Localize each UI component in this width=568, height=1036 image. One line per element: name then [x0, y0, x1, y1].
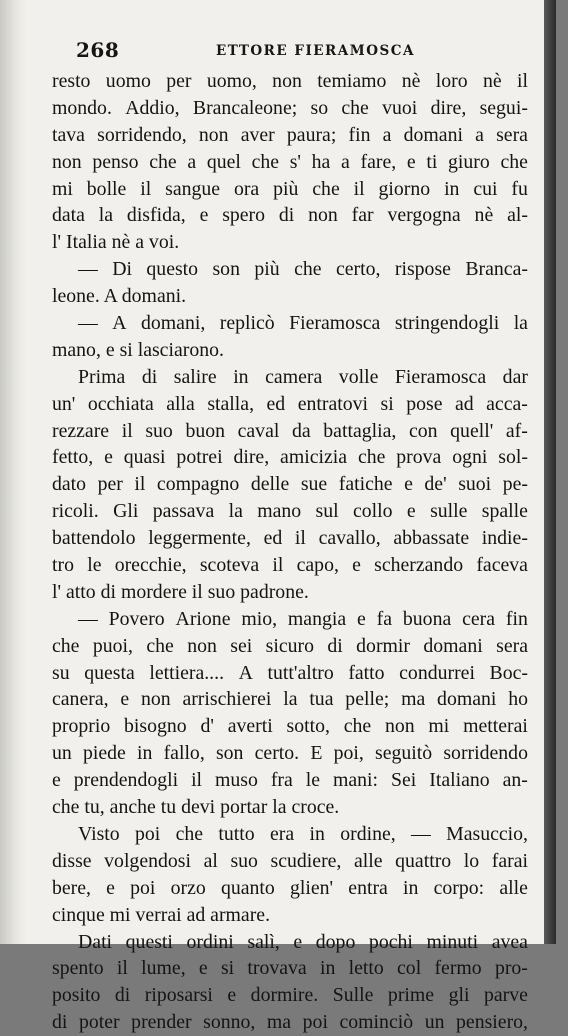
text-line: rezzare il suo buon caval da battaglia, con quell' af- — [52, 419, 528, 442]
running-head: ETTORE FIERAMOSCA — [216, 43, 415, 59]
text-line: — Di questo son più che certo, rispose Branca- — [78, 258, 528, 281]
text-line: un' occhiata alla stalla, ed entratovi si pose ad acca- — [52, 392, 528, 415]
text-line: leone. A domani. — [52, 285, 187, 308]
text-line: proprio bisogno d' averti sotto, che non mi metterai — [52, 715, 528, 738]
text-line: canera, e non arrischierei la tua pelle; ma domani ho — [52, 688, 528, 711]
text-line: di poter prender sonno, ma poi cominciò un pensiero, — [52, 1011, 528, 1034]
text-line: posito di riposarsi e dormire. Sulle prime gli parve — [52, 984, 528, 1007]
text-line: bere, e poi orzo quanto glien' entra in corpo: alle — [52, 876, 528, 899]
text-line: mondo. Addio, Brancaleone; so che vuoi dire, segui- — [52, 96, 528, 119]
text-line: Visto poi che tutto era in ordine, — Masuccio, — [78, 822, 528, 845]
text-line: che tu, anche tu devi portar la croce. — [52, 796, 340, 819]
text-line: non penso che a quel che s' ha a fare, e ti giuro che — [52, 150, 528, 173]
text-line: spento il lume, e si trovava in letto col fermo pro- — [52, 957, 528, 980]
text-line: tro le orecchie, scoteva il capo, e scherzando faceva — [52, 554, 528, 577]
text-line: battendolo leggermente, ed il cavallo, abbassate indie- — [52, 527, 528, 550]
text-line: e prendendogli il muso fra le mani: Sei Italiano an- — [52, 769, 528, 792]
text-line: disse volgendosi al suo scudiere, alle quattro lo farai — [52, 849, 528, 872]
text-line: fetto, e quasi potrei dire, amicizia che prova ogni sol- — [52, 446, 528, 469]
text-line: resto uomo per uomo, non temiamo nè loro nè il — [52, 70, 528, 92]
text-line: l' Italia nè a voi. — [52, 231, 180, 254]
text-line: ricoli. Gli passava la mano sul collo e sulle spalle — [52, 500, 528, 523]
text-line: data la disfida, e spero di non far vergogna nè al- — [52, 204, 528, 227]
text-line: mano, e si lasciarono. — [52, 338, 224, 361]
body-text — [52, 68, 528, 1036]
text-line: dato per il compagno delle sue fatiche e de' suoi pe- — [52, 473, 528, 496]
text-line: — A domani, replicò Fieramosca stringendogli la — [78, 312, 528, 335]
text-line: Dati questi ordini salì, e dopo pochi minuti avea — [78, 930, 528, 953]
text-line: Prima di salire in camera volle Fieramosca dar — [78, 365, 528, 388]
page-edge — [544, 0, 556, 944]
text-line: su questa lettiera.... A tutt'altro fatto condurrei Boc- — [52, 661, 528, 684]
page-number: 268 — [76, 38, 120, 62]
text-line: che puoi, che non sei sicuro di dormir domani sera — [52, 634, 528, 657]
text-line: cinque mi verrai ad armare. — [52, 903, 271, 926]
text-line: mi bolle il sangue ora più che il giorno in cui fu — [52, 177, 528, 200]
text-line: l' atto di mordere il suo padrone. — [52, 580, 309, 603]
text-line: un piede in fallo, son certo. E poi, seguitò sorridendo — [52, 742, 528, 765]
gutter-shadow — [0, 0, 26, 944]
page-header — [76, 38, 496, 68]
text-line: — Povero Arione mio, mangia e fa buona cera fin — [78, 607, 528, 630]
text-line: tava sorridendo, non aver paura; fin a domani a sera — [52, 123, 528, 146]
